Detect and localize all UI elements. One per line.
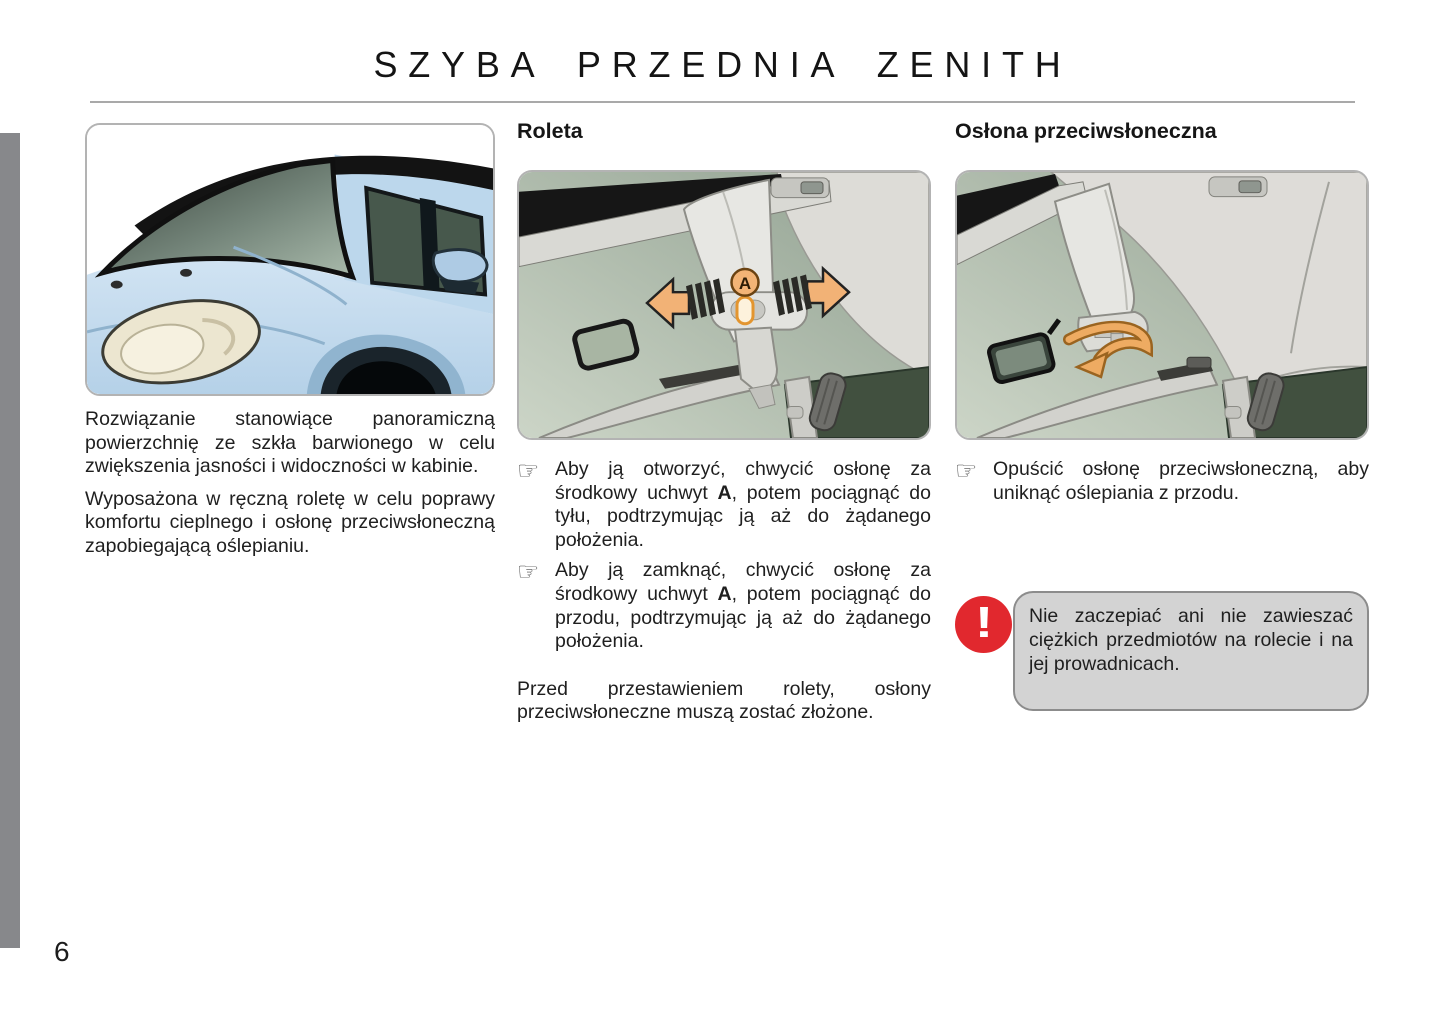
section-oslona [955,118,1369,711]
intro-column [85,123,495,568]
car-illustration [87,125,493,394]
pointing-hand-icon: ☞ [517,457,540,485]
oslona-figure [955,170,1369,440]
intro-paragraph-1: Rozwiązanie stanowiące panoramiczną powierzchnię ze szkła barwionego w celu zwiększenia jasności i widoczności w kabinie. [85,408,495,478]
title-divider [90,101,1355,103]
roleta-bullet-list [517,458,931,654]
left-accent-bar [0,133,20,948]
pointing-hand-icon: ☞ [517,558,540,587]
page-number: 6 [54,936,70,967]
roleta-figure [517,170,931,440]
car-figure [85,123,495,396]
bullet-item [517,458,931,552]
oslona-bullet-list [955,458,1369,505]
warning-exclamation-icon: ! [955,596,1012,653]
bullet-item [955,458,1369,505]
roleta-note: Przed przestawieniem rolety, osłony przeciwsłoneczne muszą zostać złożone. [517,677,931,724]
intro-paragraph-2: Wyposażona w ręczną roletę w celu poprawy komfortu cieplnego i osłonę przeciwsłoneczną zapobiegającą oślepianiu. [85,487,495,557]
roleta-heading: Roleta [517,119,583,143]
visor-illustration [957,172,1367,438]
section-roleta [517,118,931,734]
warning-box [1013,591,1369,711]
warning-text: Nie zaczepiać ani nie zawieszać ciężkich przedmiotów na rolecie i na jej prowadnicach. [1029,605,1353,675]
label-a: A [738,274,752,294]
pointing-hand-icon: ☞ [955,457,978,485]
bullet-item [517,559,931,653]
page-title: SZYBA PRZEDNIA ZENITH [373,44,1072,85]
warning [955,591,1369,711]
oslona-heading: Osłona przeciwsłoneczna [955,119,1217,143]
bullet-text: Aby ją otworzyć, chwycić osłonę za środkowy uchwyt A, potem pociągnąć do tyłu, podtrzymując ją aż do żądanego położenia. [555,458,931,551]
bullet-text: Aby ją zamknąć, chwycić osłonę za środkowy uchwyt A, potem pociągnąć do przodu, podtrzymując ją aż do żądanego położenia. [555,559,931,653]
bullet-text: Opuścić osłonę przeciwsłoneczną, aby uniknąć oślepiania z przodu. [993,458,1369,504]
roleta-illustration [519,172,929,438]
